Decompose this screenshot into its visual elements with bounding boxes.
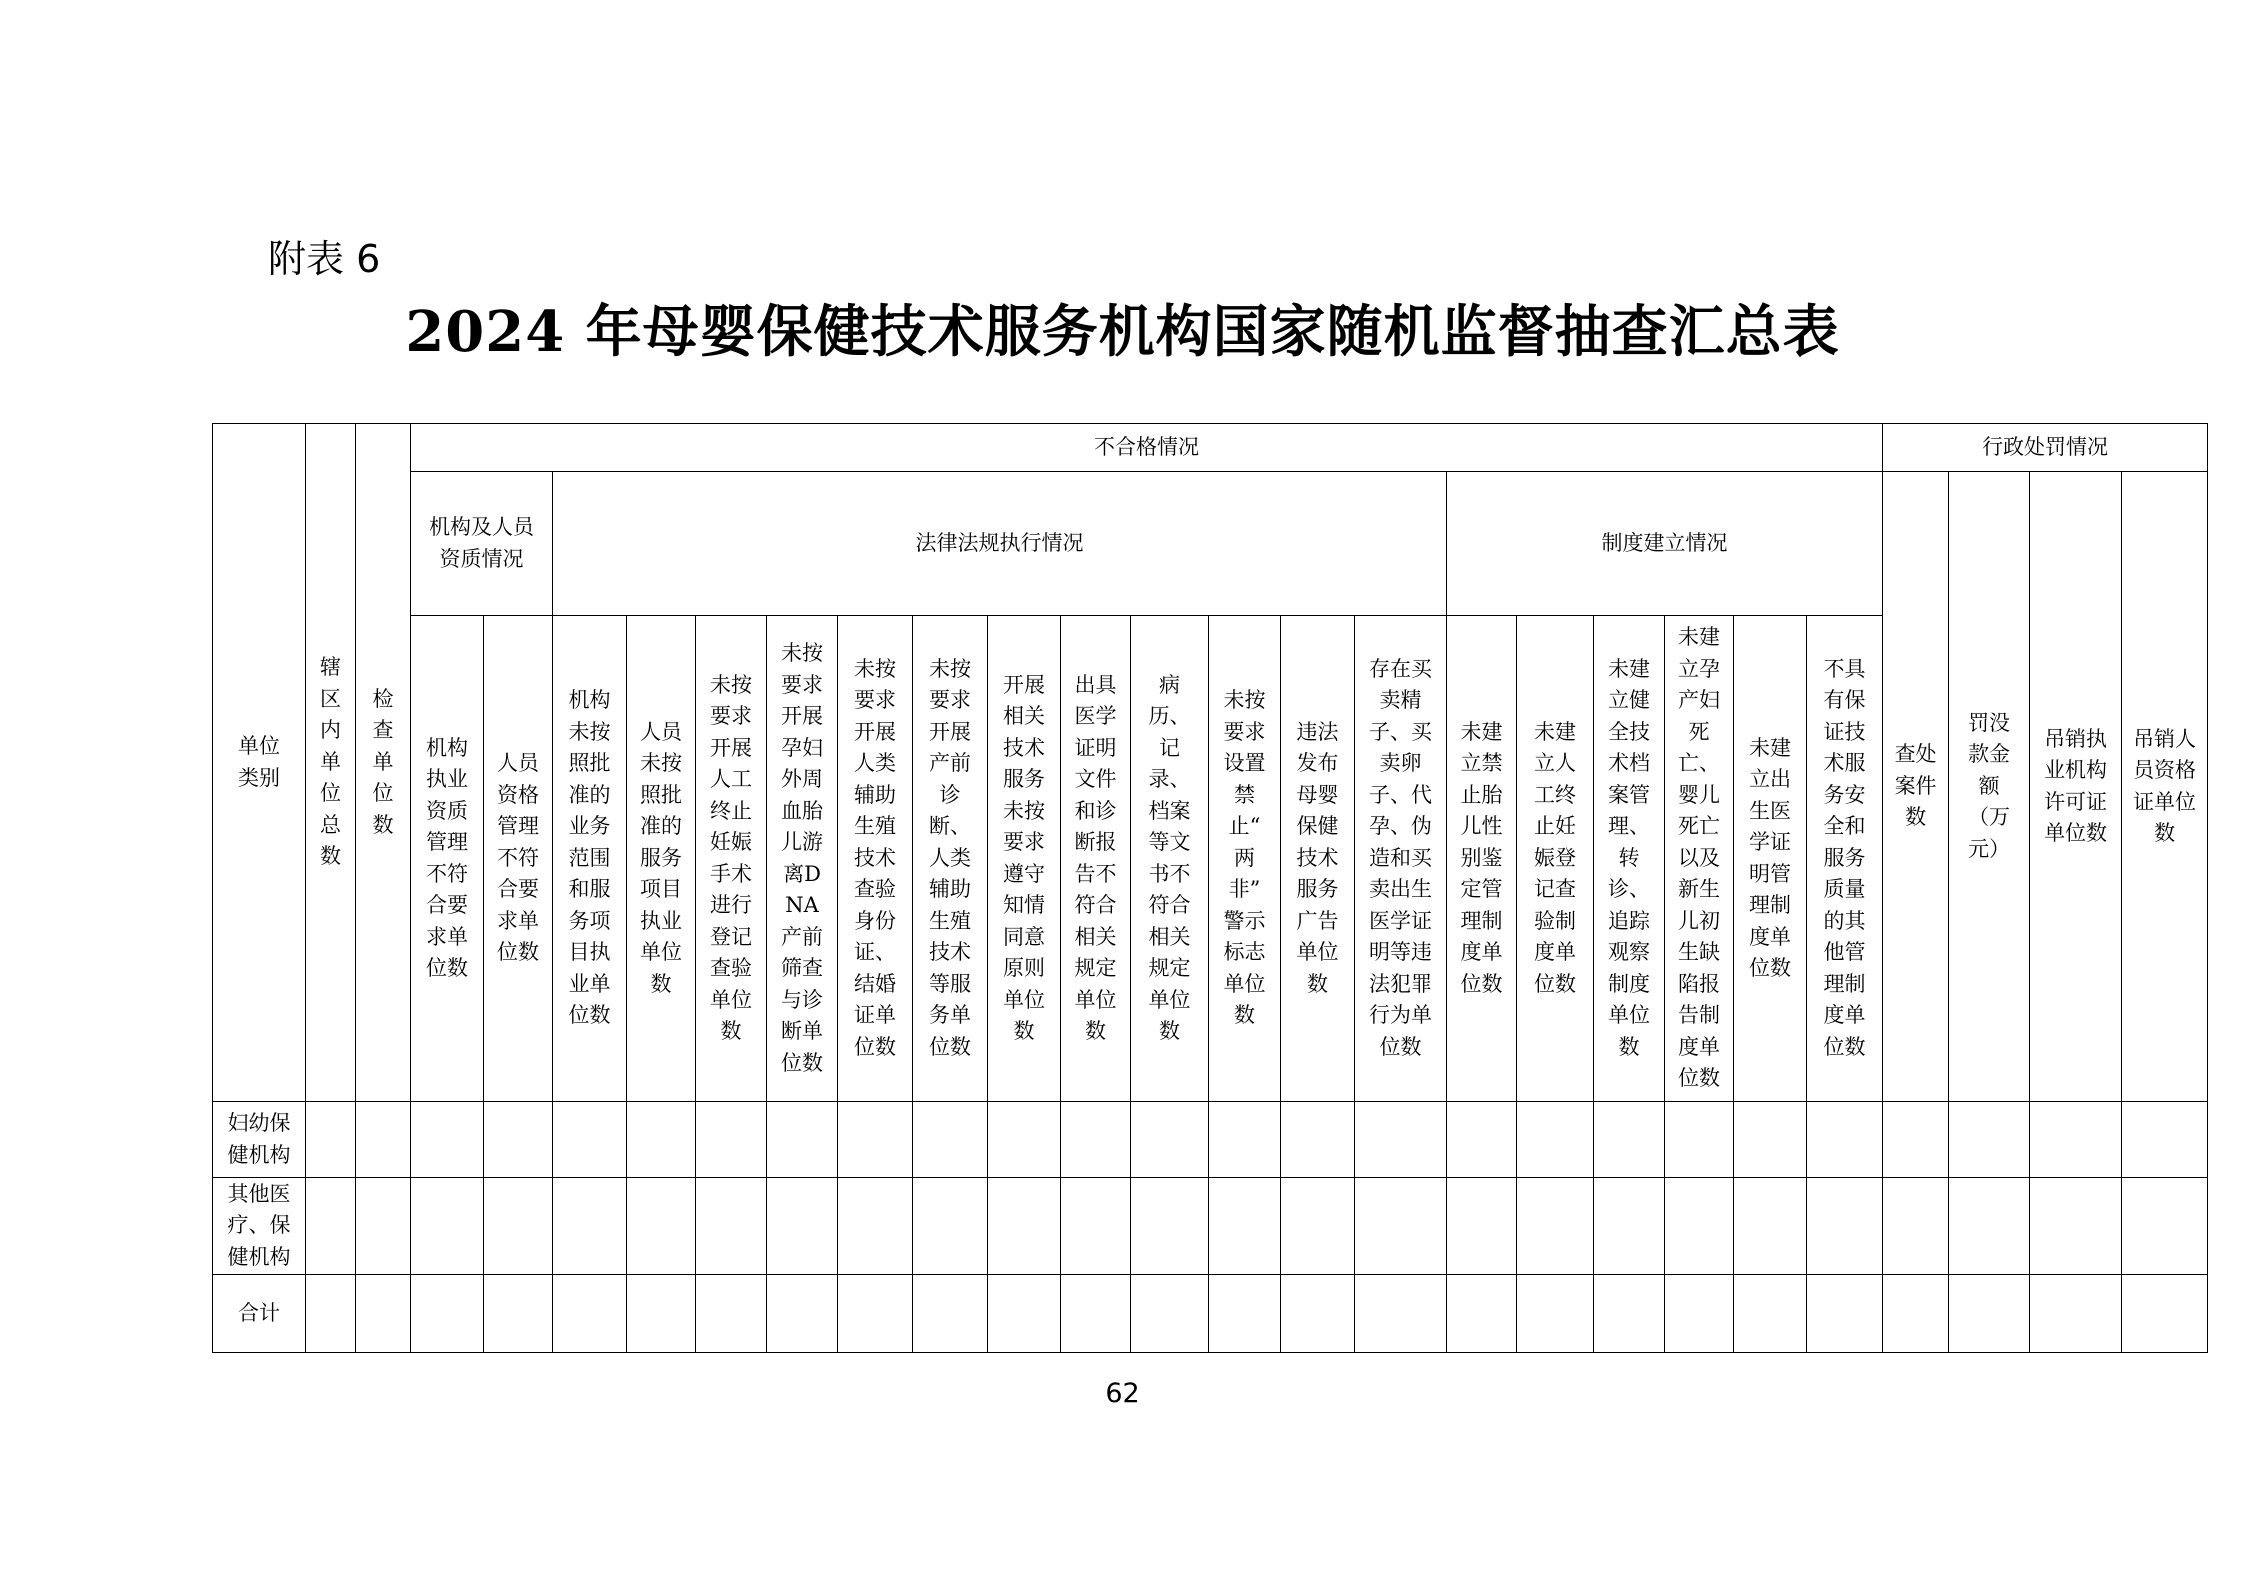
table-cell[interactable] xyxy=(627,1275,696,1353)
table-cell[interactable] xyxy=(767,1178,838,1275)
table-cell[interactable] xyxy=(1665,1102,1734,1178)
table-cell[interactable] xyxy=(1447,1102,1517,1178)
table-cell[interactable] xyxy=(1355,1275,1447,1353)
table-cell[interactable] xyxy=(1209,1102,1281,1178)
table-cell[interactable] xyxy=(1209,1275,1281,1353)
table-cell[interactable] xyxy=(1883,1178,1949,1275)
header-law-col: 人员未按照批准的服务项目执业单位数 xyxy=(627,616,696,1102)
header-revoke-institution-license: 吊销执业机构许可证单位数 xyxy=(2030,472,2122,1102)
table-cell[interactable] xyxy=(1061,1102,1131,1178)
table-cell[interactable] xyxy=(1131,1178,1209,1275)
table-cell[interactable] xyxy=(2030,1102,2122,1178)
header-law-col: 未按要求设置禁止“两非”警示标志单位数 xyxy=(1209,616,1281,1102)
header-revoke-personnel-cert: 吊销人员资格证单位数 xyxy=(2122,472,2208,1102)
table-cell[interactable] xyxy=(696,1102,767,1178)
header-admin-penalty: 行政处罚情况 xyxy=(1883,424,2208,472)
header-system-col: 未建立出生医学证明管理制度单位数 xyxy=(1734,616,1807,1102)
table-cell[interactable] xyxy=(306,1275,356,1353)
table-cell[interactable] xyxy=(553,1275,627,1353)
table-cell[interactable] xyxy=(1281,1275,1355,1353)
table-cell[interactable] xyxy=(627,1102,696,1178)
table-cell[interactable] xyxy=(988,1275,1061,1353)
table-cell[interactable] xyxy=(1949,1102,2030,1178)
header-law-col: 病历、记录、档案等文书不符合相关规定单位数 xyxy=(1131,616,1209,1102)
header-system-col: 未建立人工终止妊娠登记查验制度单位数 xyxy=(1517,616,1594,1102)
table-cell[interactable] xyxy=(767,1102,838,1178)
table-cell[interactable] xyxy=(1131,1275,1209,1353)
table-cell[interactable] xyxy=(1883,1102,1949,1178)
document-title: 2024 年母婴保健技术服务机构国家随机监督抽查汇总表 xyxy=(405,299,1840,365)
table-cell[interactable] xyxy=(1734,1275,1807,1353)
table-cell[interactable] xyxy=(356,1102,411,1178)
header-system-building: 制度建立情况 xyxy=(1447,472,1883,616)
table-cell[interactable] xyxy=(1517,1275,1594,1353)
table-cell[interactable] xyxy=(627,1178,696,1275)
table-row xyxy=(213,1275,2208,1353)
table-cell[interactable] xyxy=(484,1178,553,1275)
table-cell[interactable] xyxy=(696,1178,767,1275)
header-law-col: 开展相关技术服务未按要求遵守知情同意原则单位数 xyxy=(988,616,1061,1102)
table-cell[interactable] xyxy=(1807,1178,1883,1275)
header-cases: 查处案件数 xyxy=(1883,472,1949,1102)
header-law-col: 未按要求开展产前诊断、人类辅助生殖技术等服务单位数 xyxy=(913,616,988,1102)
header-law-col: 未按要求开展孕妇外周血胎儿游离DNA产前筛查与诊断单位数 xyxy=(767,616,838,1102)
header-law-col: 存在买卖精子、买卖卵子、代孕、伪造和买卖出生医学证明等违法犯罪行为单位数 xyxy=(1355,616,1447,1102)
table-cell[interactable] xyxy=(411,1102,484,1178)
table-cell[interactable] xyxy=(306,1102,356,1178)
header-law-col: 机构未按照批准的业务范围和服务项目执业单位数 xyxy=(553,616,627,1102)
header-system-col: 不具有保证技术服务安全和服务质量的其他管理制度单位数 xyxy=(1807,616,1883,1102)
table-cell[interactable] xyxy=(1131,1102,1209,1178)
header-law-col: 未按要求开展人工终止妊娠手术进行登记查验单位数 xyxy=(696,616,767,1102)
table-cell[interactable] xyxy=(1665,1178,1734,1275)
table-cell[interactable] xyxy=(1807,1102,1883,1178)
table-cell[interactable] xyxy=(1807,1275,1883,1353)
table-cell[interactable] xyxy=(1949,1275,2030,1353)
header-qualification-col: 人员资格管理不符合要求单位数 xyxy=(484,616,553,1102)
table-cell[interactable] xyxy=(1281,1102,1355,1178)
header-law-col: 违法发布母婴保健技术服务广告单位数 xyxy=(1281,616,1355,1102)
table-cell[interactable] xyxy=(553,1178,627,1275)
header-fine-amount: 罚没款金额（万元） xyxy=(1949,472,2030,1102)
table-cell[interactable] xyxy=(484,1102,553,1178)
table-cell[interactable] xyxy=(356,1178,411,1275)
table-cell[interactable] xyxy=(913,1178,988,1275)
table-cell[interactable] xyxy=(1355,1102,1447,1178)
header-system-col: 未建立孕产妇死亡、婴儿死亡以及新生儿初生缺陷报告制度单位数 xyxy=(1665,616,1734,1102)
table-cell[interactable] xyxy=(2030,1275,2122,1353)
table-row xyxy=(213,1102,2208,1178)
table-cell[interactable] xyxy=(553,1102,627,1178)
header-noncompliance: 不合格情况 xyxy=(411,424,1883,472)
table-cell[interactable] xyxy=(1447,1275,1517,1353)
header-law-col: 未按要求开展人类辅助生殖技术查验身份证、结婚证单位数 xyxy=(838,616,913,1102)
annex-label: 附表 6 xyxy=(268,237,381,281)
page-number: 62 xyxy=(1105,1378,1140,1409)
table-cell[interactable] xyxy=(1665,1275,1734,1353)
header-law-execution: 法律法规执行情况 xyxy=(553,472,1447,616)
table-cell[interactable] xyxy=(767,1275,838,1353)
row-label: 妇幼保健机构 xyxy=(213,1102,306,1178)
table-cell[interactable] xyxy=(1061,1178,1131,1275)
table-cell[interactable] xyxy=(1734,1178,1807,1275)
header-total-units: 辖区内单位总数 xyxy=(306,424,356,1102)
table-cell[interactable] xyxy=(913,1275,988,1353)
header-system-col: 未建立健全技术档案管理、转诊、追踪观察制度单位数 xyxy=(1594,616,1665,1102)
row-label: 合计 xyxy=(213,1275,306,1353)
header-qualification: 机构及人员资质情况 xyxy=(411,472,553,616)
table-cell[interactable] xyxy=(411,1275,484,1353)
header-law-col: 出具医学证明文件和诊断报告不符合相关规定单位数 xyxy=(1061,616,1131,1102)
table-cell[interactable] xyxy=(988,1178,1061,1275)
table-row xyxy=(213,1178,2208,1275)
table-cell[interactable] xyxy=(838,1178,913,1275)
table-cell[interactable] xyxy=(411,1178,484,1275)
table-cell[interactable] xyxy=(696,1275,767,1353)
table-cell[interactable] xyxy=(1594,1102,1665,1178)
table-cell[interactable] xyxy=(2122,1102,2208,1178)
table-cell[interactable] xyxy=(988,1102,1061,1178)
table-cell[interactable] xyxy=(1061,1275,1131,1353)
row-label: 其他医疗、保健机构 xyxy=(213,1178,306,1275)
header-unit-type: 单位类别 xyxy=(213,424,306,1102)
table-cell[interactable] xyxy=(306,1178,356,1275)
table-cell[interactable] xyxy=(1517,1102,1594,1178)
header-inspected-units: 检查单位数 xyxy=(356,424,411,1102)
table-cell[interactable] xyxy=(2122,1275,2208,1353)
table-cell[interactable] xyxy=(1281,1178,1355,1275)
table-cell[interactable] xyxy=(838,1275,913,1353)
table-cell[interactable] xyxy=(1594,1275,1665,1353)
inspection-summary-table xyxy=(212,423,2208,1353)
table-cell[interactable] xyxy=(1734,1102,1807,1178)
table-cell[interactable] xyxy=(484,1275,553,1353)
header-qualification-col: 机构执业资质管理不符合要求单位数 xyxy=(411,616,484,1102)
table-cell[interactable] xyxy=(1209,1178,1281,1275)
table-cell[interactable] xyxy=(1447,1178,1517,1275)
header-system-col: 未建立禁止胎儿性别鉴定管理制度单位数 xyxy=(1447,616,1517,1102)
table-cell[interactable] xyxy=(1355,1178,1447,1275)
table-cell[interactable] xyxy=(2122,1178,2208,1275)
table-cell[interactable] xyxy=(2030,1178,2122,1275)
table-cell[interactable] xyxy=(838,1102,913,1178)
table-cell[interactable] xyxy=(1594,1178,1665,1275)
table-cell[interactable] xyxy=(1517,1178,1594,1275)
table-cell[interactable] xyxy=(356,1275,411,1353)
table-cell[interactable] xyxy=(1883,1275,1949,1353)
table-cell[interactable] xyxy=(1949,1178,2030,1275)
table-cell[interactable] xyxy=(913,1102,988,1178)
